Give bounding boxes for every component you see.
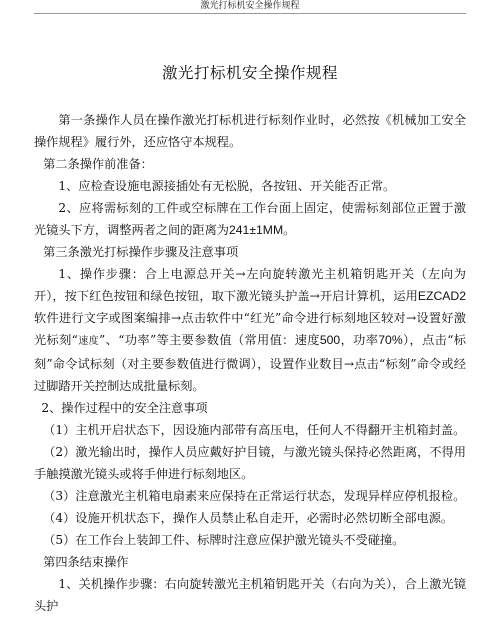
safety-note: （5）在工作台上装卸工件、标牌时注意应保护激光镜头不受碰撞。: [43, 533, 405, 547]
article-4-heading: 第四条结束操作: [43, 555, 129, 569]
power-value: 70%: [378, 333, 403, 347]
article-4-item-1: 1、关机操作步骤：右向旋转激光主机箱钥匙开关（右向为关），合上激光镜头护: [34, 577, 466, 613]
distance-value: 241±1MM: [229, 223, 284, 237]
article-1: 第一条操作人员在操作激光打标机进行标刻作业时，必然按《机械加工安全操作规程》履行外，还应恪守本规程。: [34, 113, 466, 149]
article-2-heading: 第二条操作前准备：: [43, 157, 153, 171]
header-rule: [34, 13, 466, 14]
speed-value: 500: [319, 333, 341, 347]
article-3-sub-2-heading: 2、操作过程中的安全注意事项: [41, 401, 208, 415]
article-3-step-1: 1、操作步骤：合上电源总开关→左向旋转激光主机箱钥匙开关（左向为开），按下红色按钮和绿色按钮，取下激光镜头护盖→开启计算机，运用EZCAD2软件进行文字或图案编排→点击软件中“红光”命令进行标刻地区较对→设置好激光标刻“速度”、“功率”等主要参数值（常用值：速度500，功率70%），点击“标刻”命令试标刻（对主要参数值进行微调），设置作业数目→点击“标刻”命令或经过脚踏开关控制达成批量标刻。: [34, 267, 466, 393]
safety-note: （1）主机开启状态下，因设施内部带有高压电，任何人不得翻开主机箱封盖。: [43, 423, 466, 437]
article-2-item-1: 1、应检查设施电源接插处有无松脱，各按钮、开关能否正常。: [58, 179, 396, 193]
software-name: EZCAD2: [417, 289, 466, 303]
document-body: [34, 109, 466, 617]
running-header: 激光打标机安全操作规程: [200, 1, 300, 11]
safety-note: （4）设施开机状态下，操作人员禁止私自走开，必需时必然切断全部电源。: [43, 511, 454, 525]
safety-note: （2）激光输出时，操作人员应戴好护目镜，与激光镜头保持必然距离，不得用手触摸激光镜头或将手伸进行标刻地区。: [34, 445, 466, 481]
article-2-item-2: 2、应将需标刻的工件或空标牌在工作台面上固定，使需标刻部位正置于激光镜头下方，调整两者之间的距离为241±1MM。: [34, 201, 466, 237]
safety-note: （3）注意激光主机箱电扇素来应保持在正常运行状态，发现异样应停机报检。: [43, 489, 466, 503]
article-3-heading: 第三条激光打标操作步骤及注意事项: [43, 245, 239, 259]
document-title: 激光打标机安全操作规程: [161, 64, 338, 82]
